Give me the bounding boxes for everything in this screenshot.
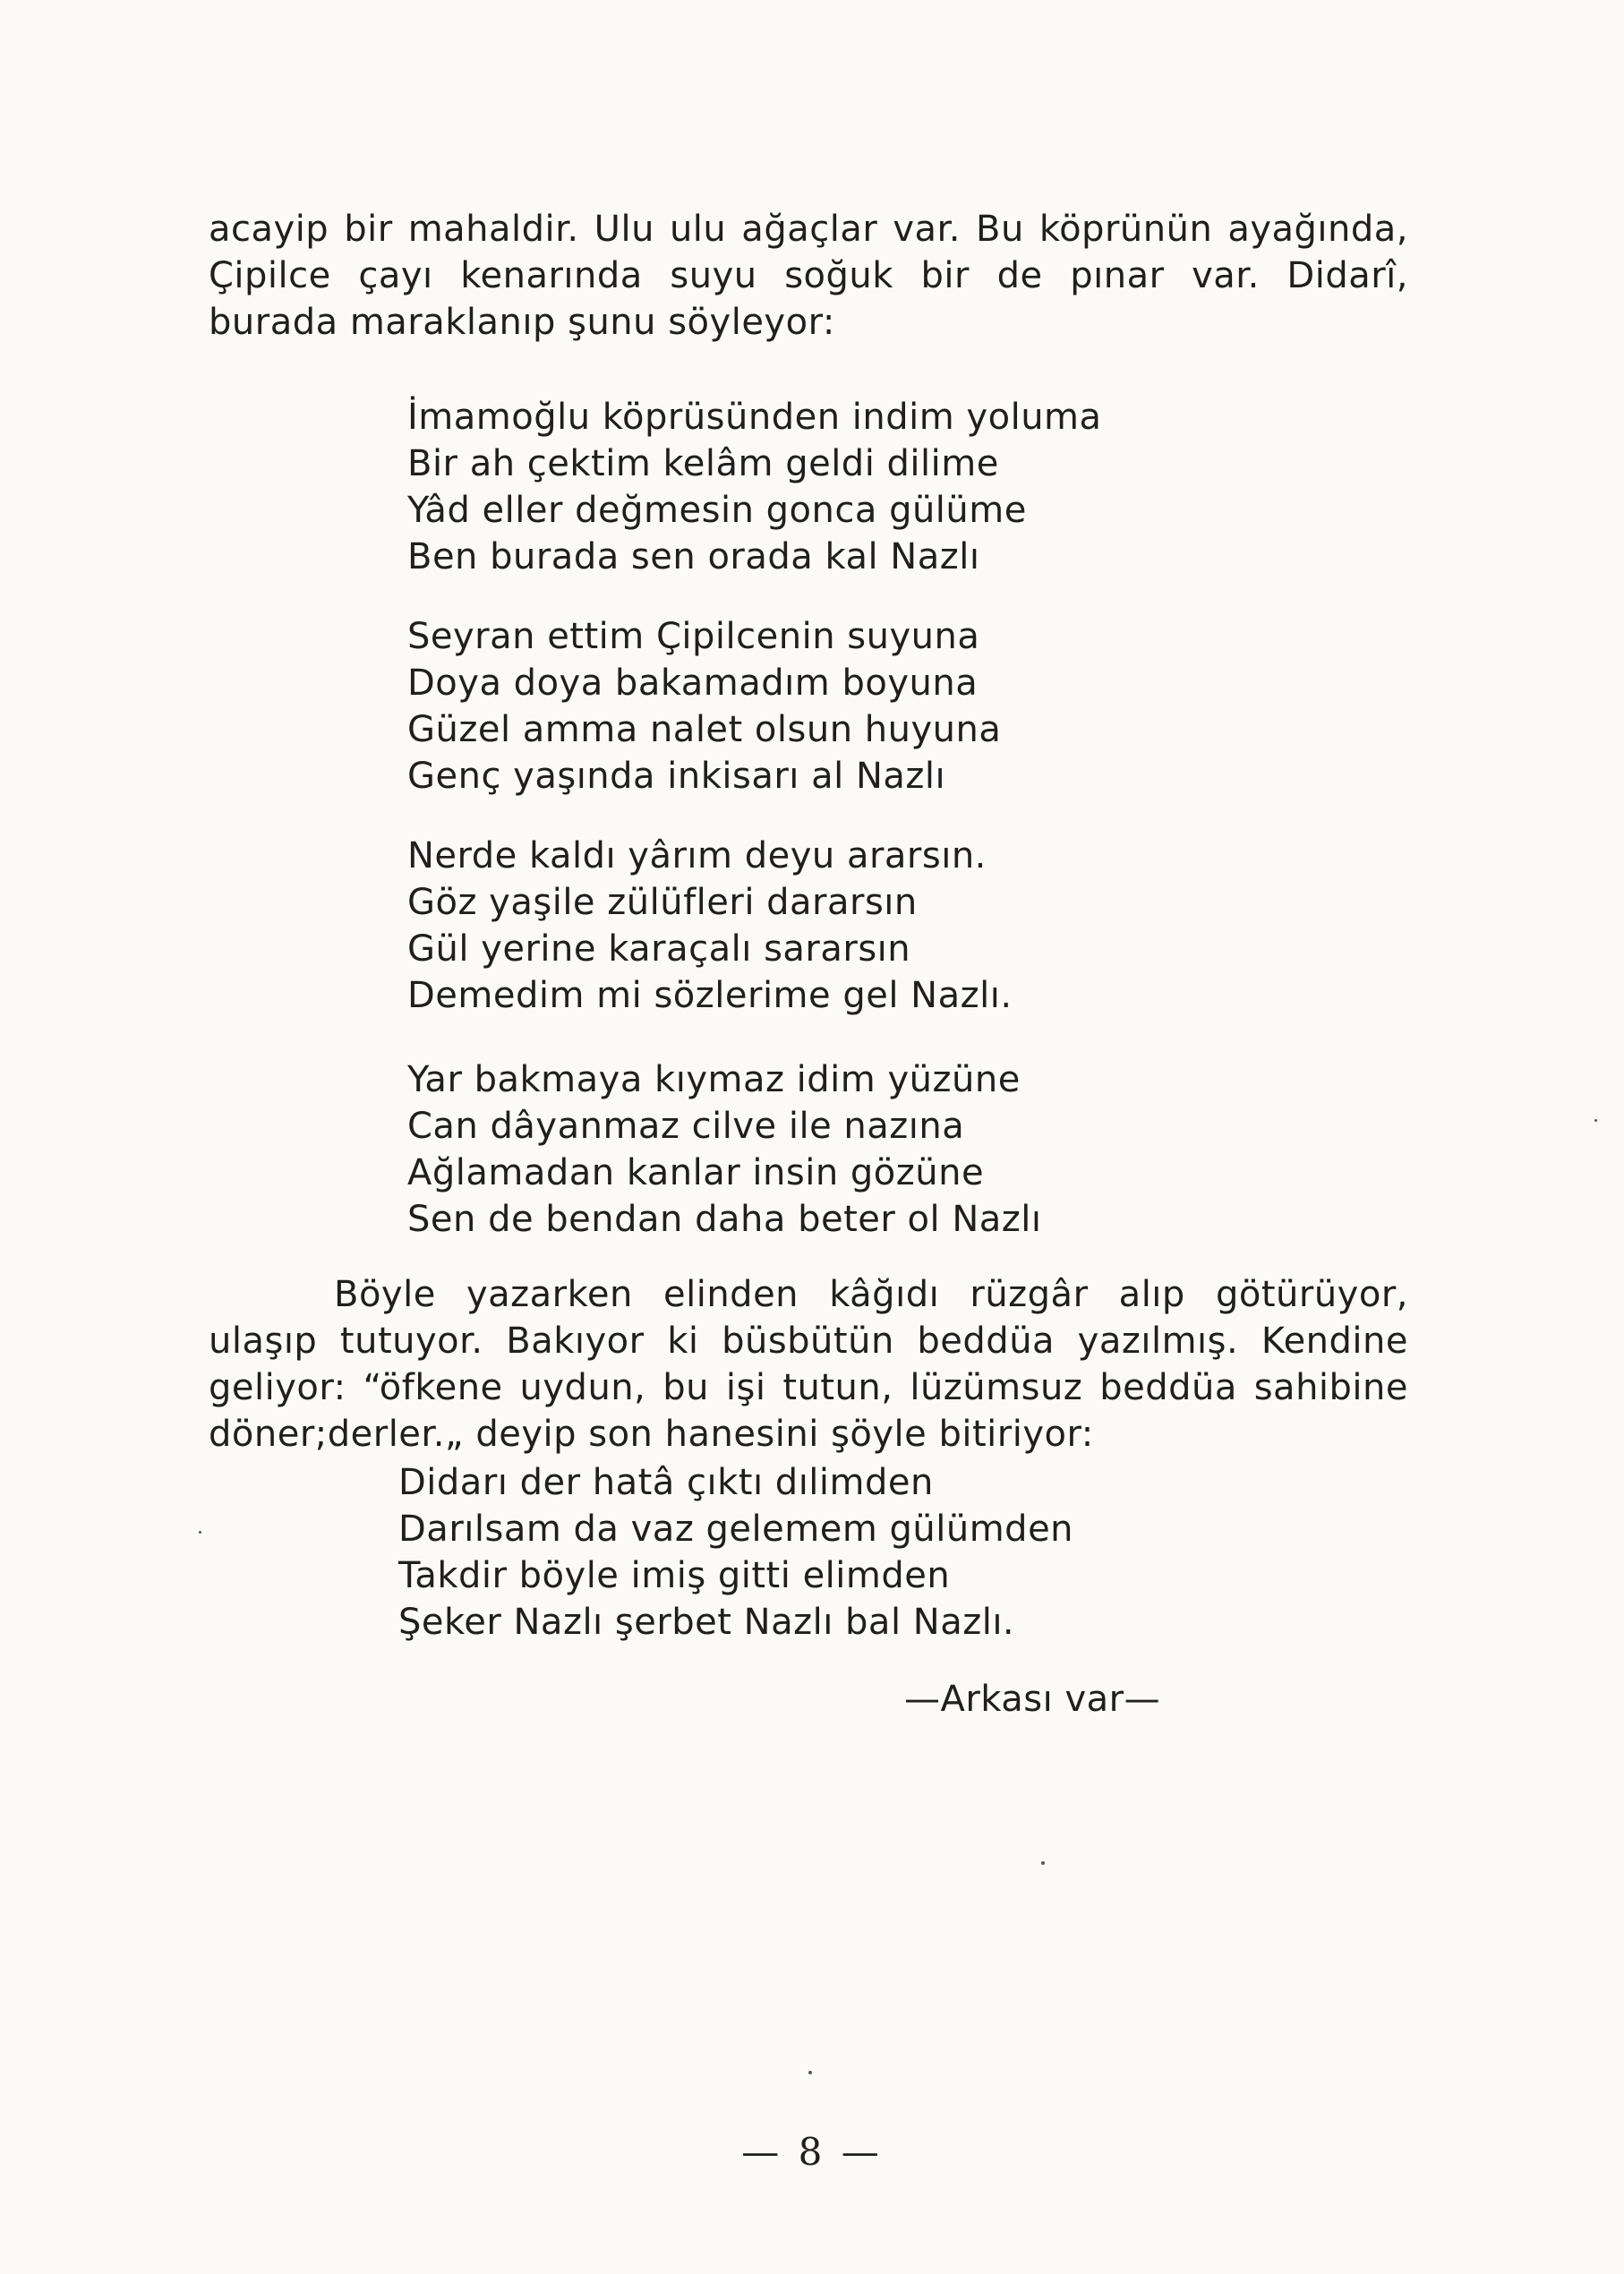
poem-line: Ben burada sen orada kal Nazlı bbox=[407, 536, 980, 577]
poem-line: Yar bakmaya kıymaz idim yüzüne bbox=[407, 1059, 1021, 1100]
poem-line: Seyran ettim Çipilcenin suyuna bbox=[407, 616, 980, 657]
poem-line: Bir ah çektim kelâm geldi dilime bbox=[407, 443, 999, 484]
poem-line: Darılsam da vaz gelemem gülümden bbox=[398, 1509, 1074, 1550]
scan-speck bbox=[199, 1531, 201, 1534]
poem-line: Doya doya bakamadım boyuna bbox=[407, 663, 979, 704]
poem-line: Göz yaşile zülüfleri dararsın bbox=[407, 882, 918, 923]
poem-line: Didarı der hatâ çıktı dılimden bbox=[398, 1462, 934, 1503]
poem-line: Güzel amma nalet olsun huyuna bbox=[407, 709, 1002, 750]
poem-stanza-4 bbox=[407, 1056, 1042, 1243]
paragraph-intro: acayip bir mahaldir. Ulu ulu ağaçlar var. Bu köprünün ayağında, Çipilce çayı kenarında suyu soğuk bir de pınar var. Didarî, burada maraklanıp şunu söyleyor: bbox=[209, 209, 1408, 343]
poem-stanza-final bbox=[398, 1459, 1073, 1646]
poem-line: Genç yaşında inkisarı al Nazlı bbox=[407, 756, 946, 797]
continued-note: —Arkası var— bbox=[904, 1679, 1161, 1720]
scan-speck bbox=[808, 2071, 812, 2074]
poem-line: Şeker Nazlı şerbet Nazlı bal Nazlı. bbox=[398, 1602, 1015, 1643]
poem-line: İmamoğlu köprüsünden indim yoluma bbox=[407, 397, 1102, 438]
poem-line: Nerde kaldı yârım deyu ararsın. bbox=[407, 835, 987, 876]
poem-line: Demedim mi sözlerime gel Nazlı. bbox=[407, 975, 1013, 1016]
paragraph-narration: Böyle yazarken elinden kâğıdı rüzgâr alıp götürüyor, ulaşıp tutuyor. Bakıyor ki büsbütün beddüa yazılmış. Kendine geliyor: “öfkene uydun, bu işi tutun, lüzümsuz beddüa sahibine döner;derler.„ deyip son hanesini şöyle bitiriyor: bbox=[209, 1274, 1408, 1455]
poem-line: Gül yerine karaçalı sararsın bbox=[407, 928, 911, 970]
poem-line: Yâd eller değmesin gonca gülüme bbox=[407, 490, 1027, 531]
poem-line: Takdir böyle imiş gitti elimden bbox=[398, 1555, 951, 1596]
poem-line: Can dâyanmaz cilve ile nazına bbox=[407, 1106, 965, 1147]
poem-stanza-3 bbox=[407, 833, 1013, 1019]
scan-speck bbox=[1594, 1119, 1597, 1122]
scan-speck bbox=[1041, 1861, 1045, 1865]
poem-line: Ağlamadan kanlar insin gözüne bbox=[407, 1152, 985, 1193]
page-number: — 8 — bbox=[741, 2130, 883, 2174]
poem-stanza-2 bbox=[407, 613, 1001, 799]
poem-stanza-1 bbox=[407, 394, 1102, 580]
poem-line: Sen de bendan daha beter ol Nazlı bbox=[407, 1199, 1042, 1240]
